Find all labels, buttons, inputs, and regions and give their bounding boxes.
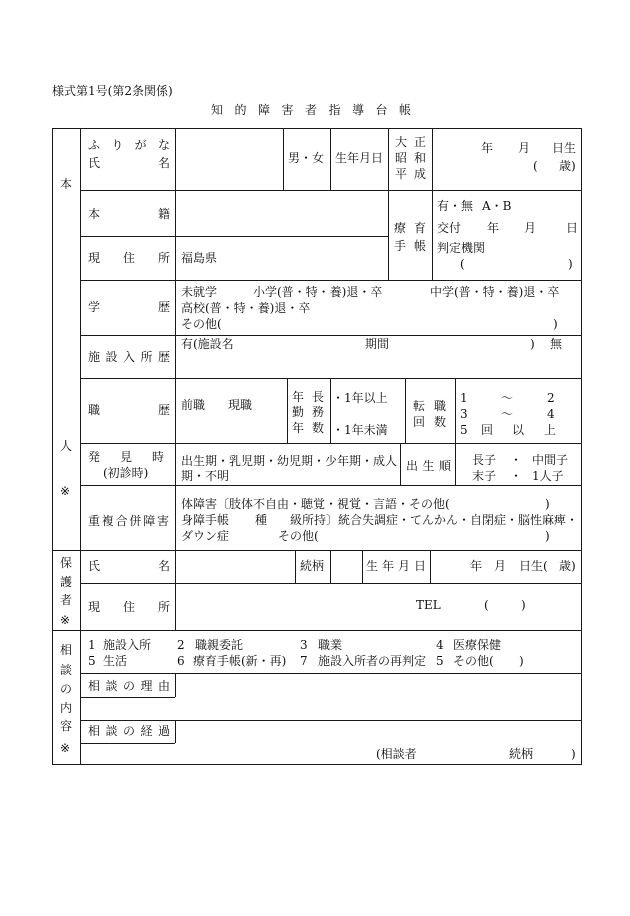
guardian-section-mark: ※ (60, 613, 71, 627)
ryoiku-label-line2: 手 帳 (394, 239, 426, 253)
job-changes-row3-or: 以 (512, 423, 525, 437)
guardian-side-char-2: 護 (60, 575, 73, 589)
person-grid (80, 128, 582, 550)
job-changes-row1-from: 1 (460, 391, 468, 405)
tenure-over-option: ・1年以上 (332, 391, 388, 405)
guardian-age-unit: 歳) (559, 559, 576, 573)
birth-order-label: 出 生 順 (406, 459, 451, 473)
sex-options: 男・女 (288, 151, 325, 165)
birth-day-unit: 日生 (552, 141, 577, 155)
category-3-label: 職業 (318, 638, 343, 652)
consultation-side-char-2: 談 (60, 663, 73, 677)
ryoiku-year-unit: 年 (487, 221, 500, 235)
discovery-sub-label: (初診時) (103, 466, 149, 480)
birth-year-unit: 年 (481, 141, 494, 155)
guardian-side-char-3: 者 (60, 593, 73, 607)
job-changes-row2-from: 3 (460, 407, 468, 421)
disability-label: 重複合併障害 (88, 514, 171, 528)
job-changes-row2-to: 4 (547, 407, 555, 421)
category-2-num: 2 (177, 638, 185, 652)
job-changes-row3-more: 上 (544, 423, 557, 437)
person-section-label-top: 本 (60, 177, 73, 191)
domicile-label: 本 籍 (88, 207, 170, 221)
ryoiku-grade-options: A・B (482, 199, 512, 213)
consultation-progress-label: 相 談 の 経 過 (88, 724, 170, 738)
facility-close-paren: ) (530, 337, 535, 351)
tenure-label-line3: 年 数 (292, 421, 324, 435)
era-showa: 昭 和 (395, 151, 426, 165)
category-5-label: 生活 (103, 654, 128, 668)
ryoiku-agency-label: 判定機関 (437, 241, 486, 255)
address-label: 現 住 所 (88, 251, 170, 265)
category-4-num: 4 (436, 638, 444, 652)
tenure-label-line2: 勤 務 (292, 405, 324, 419)
birth-month-unit: 月 (518, 141, 531, 155)
ryoiku-label-line1: 療 育 (394, 221, 426, 235)
education-high-option: 高校(普・特・養)退・卒 (181, 301, 311, 315)
guardian-tel-close-paren: ) (521, 598, 526, 612)
consultant-relation-label: 続柄 (509, 747, 534, 761)
birth-order-sep-2: ・ (510, 469, 523, 483)
category-5-num: 5 (88, 654, 96, 668)
previous-job-label: 前職 (181, 398, 206, 412)
form-title: 知 的 障 害 者 指 導 台 帳 (211, 103, 411, 117)
work-history-label: 職 歴 (88, 403, 170, 417)
ryoiku-agency-open-paren: ( (460, 257, 465, 271)
facility-history-label: 施 設 入 所 歴 (88, 350, 170, 364)
birth-order-sep-1: ・ (510, 453, 523, 467)
category-7-num: 7 (300, 654, 308, 668)
disability-other-close: ) (545, 529, 550, 543)
facility-none-option: 無 (550, 337, 563, 351)
furigana-label: ふ り が な (88, 138, 170, 152)
category-1-num: 1 (88, 638, 96, 652)
person-section-label-bottom: 人 (60, 439, 73, 453)
education-other-close: ) (553, 317, 558, 331)
consultation-section-mark: ※ (60, 741, 71, 755)
disability-physical-close: ) (545, 497, 550, 511)
job-changes-row1-to: 2 (547, 391, 555, 405)
category-8-num: 5 (436, 654, 444, 668)
education-none-option: 未就学 (181, 285, 218, 299)
birth-order-eldest: 長子 (472, 453, 497, 467)
education-junior-high-option: 中学(普・特・養)退・卒 (430, 285, 560, 299)
era-heisei: 平 成 (395, 167, 426, 181)
era-taisho: 大 正 (395, 135, 426, 149)
category-1-label: 施設入所 (103, 638, 152, 652)
consultant-close: ) (571, 747, 576, 761)
guardian-name-label: 氏 名 (88, 559, 170, 573)
consultation-side-char-5: 容 (60, 719, 73, 733)
job-changes-row3-num: 5 (460, 423, 468, 437)
age-open-paren: ( (533, 159, 538, 173)
disability-down: ダウン症 (181, 529, 230, 543)
guardian-side-char-1: 保 (60, 556, 73, 570)
job-changes-label-line2: 回 数 (413, 415, 446, 429)
guardian-tel-label: TEL (416, 598, 441, 612)
age-unit: 歳) (559, 159, 576, 173)
category-other-close: ) (519, 654, 524, 668)
discovery-periods-line2: 期・不明 (181, 469, 230, 483)
guardian-birth-label: 生 年 月 日 (366, 559, 426, 573)
birth-date-label: 生年月日 (335, 151, 384, 165)
ryoiku-day-unit: 日 (566, 221, 579, 235)
facility-has-option: 有(施設名 (181, 337, 234, 351)
disability-kind-unit: 種 (255, 513, 268, 527)
category-4-label: 医療保健 (453, 638, 502, 652)
guardian-birth-day-unit: 日生( (519, 559, 548, 573)
name-label: 氏 名 (88, 156, 170, 170)
disability-physical: 体障害〔肢体不自由・聴覚・視覚・言語・その他( (181, 497, 450, 511)
education-other-open: その他( (181, 317, 222, 331)
consultant-open: (相談者 (376, 747, 417, 761)
address-value: 福島県 (181, 251, 218, 265)
guardian-address-label: 現 住 所 (88, 600, 170, 614)
disability-handbook: 身障手帳 (181, 513, 230, 527)
discovery-label: 発 見 時 (88, 450, 164, 464)
discovery-periods-line1: 出生期・乳児期・幼児期・少年期・成人 (181, 454, 398, 468)
education-elementary-option: 小学(普・特・養)退・卒 (253, 285, 383, 299)
category-6-label: 療育手帳(新・再) (193, 654, 287, 668)
category-6-num: 6 (177, 654, 185, 668)
ryoiku-month-unit: 月 (524, 221, 537, 235)
birth-order-middle: 中間子 (532, 453, 569, 467)
disability-grade-rest: 級所持〕統合失調症・てんかん・自閉症・脳性麻痺・ (290, 513, 579, 527)
guardian-relation-label: 続柄 (300, 559, 325, 573)
birth-order-youngest: 末子 (472, 469, 497, 483)
consultation-side-char-3: の (60, 682, 73, 696)
job-changes-row1-sep: ～ (501, 391, 514, 405)
job-changes-row3-unit: 回 (481, 423, 494, 437)
job-changes-row2-sep: ～ (501, 407, 514, 421)
disability-other-open: その他( (278, 529, 319, 543)
category-7-label: 施設入所者の再判定 (318, 654, 427, 668)
ryoiku-has-options: 有・無 (437, 199, 474, 213)
facility-period-label: 期間 (365, 337, 390, 351)
tenure-under-option: ・1年未満 (332, 423, 388, 437)
ryoiku-agency-close-paren: ) (568, 257, 573, 271)
guardian-birth-month-unit: 月 (494, 559, 507, 573)
tenure-label-line1: 年 長 (292, 390, 324, 404)
table-outer-border (53, 129, 582, 765)
job-changes-label-line1: 転 職 (413, 399, 446, 413)
birth-order-only-child: 1人子 (532, 469, 564, 483)
category-3-num: 3 (300, 638, 308, 652)
education-label: 学 歴 (88, 300, 170, 314)
guardian-birth-year-unit: 年 (470, 559, 483, 573)
consultation-side-char-1: 相 (60, 643, 73, 657)
form-number: 様式第1号(第2条関係) (52, 84, 173, 98)
consultation-side-char-4: 内 (60, 701, 73, 715)
consultation-reason-label: 相 談 の 理 由 (88, 679, 170, 693)
category-2-label: 職親委託 (195, 638, 244, 652)
ryoiku-issued-label: 交付 (437, 221, 462, 235)
category-8-label: その他( (453, 654, 494, 668)
current-job-label: 現職 (228, 398, 253, 412)
person-section-mark: ※ (60, 484, 71, 498)
guardian-tel-open-paren: ( (484, 598, 489, 612)
